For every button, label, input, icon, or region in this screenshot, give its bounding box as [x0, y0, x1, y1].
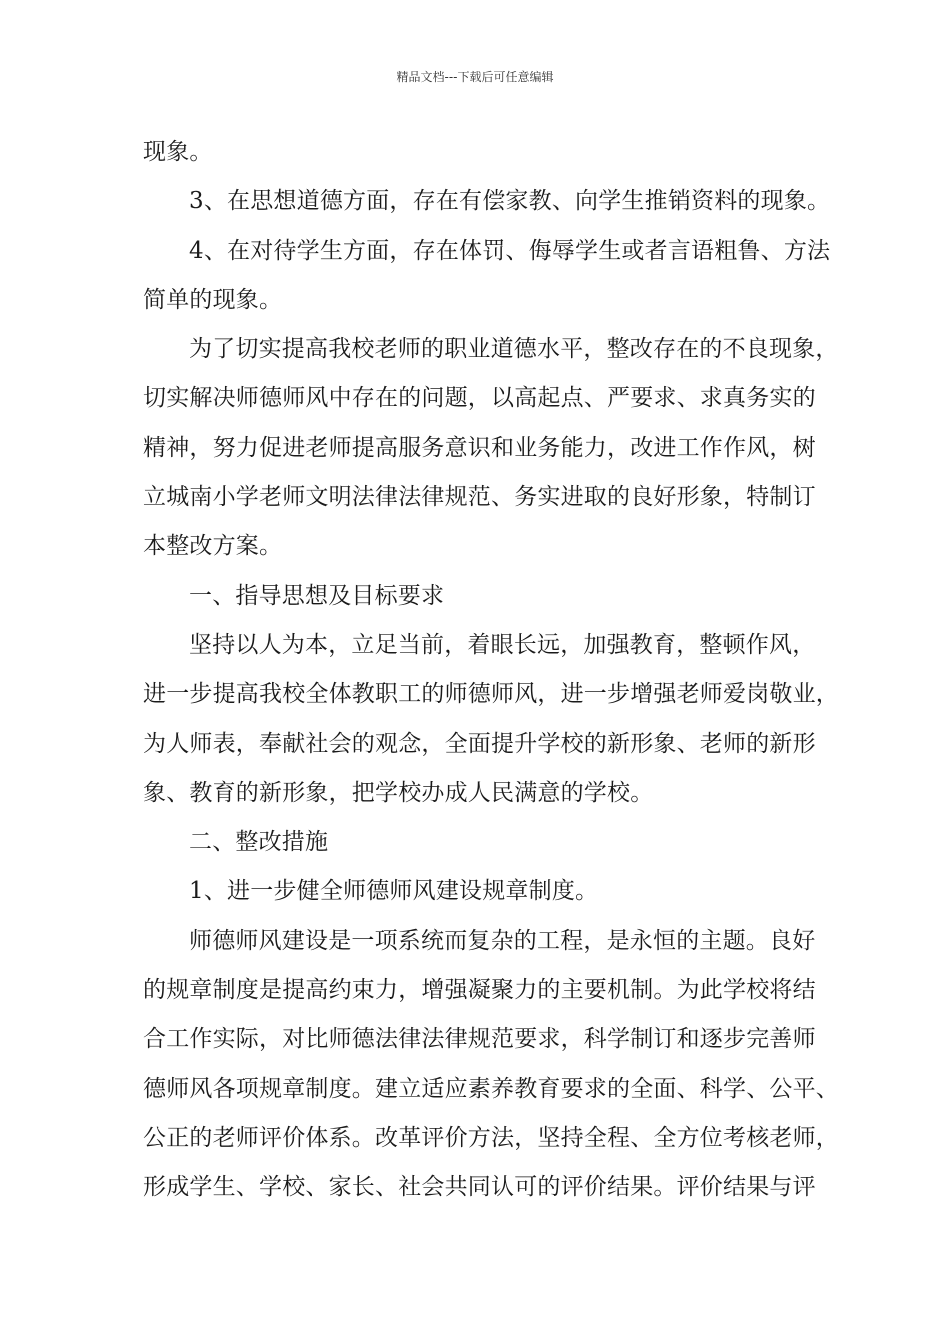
- text-line: 德师风各项规章制度。建立适应素养教育要求的全面、科学、公平、: [143, 1075, 839, 1102]
- text-line: 师德师风建设是一项系统而复杂的工程，是永恒的主题。良好: [189, 927, 816, 954]
- text-line: 的规章制度是提高约束力，增强凝聚力的主要机制。为此学校将结: [143, 977, 816, 1004]
- text-line: 为人师表，奉献社会的观念，全面提升学校的新形象、老师的新形: [143, 730, 816, 757]
- text-line: 象、教育的新形象，把学校办成人民满意的学校。: [143, 779, 654, 806]
- text-line: 立城南小学老师文明法律法律规范、务实进取的良好形象，特制订: [143, 484, 816, 511]
- text-line: 现象。: [143, 139, 213, 165]
- text-line: 为了切实提高我校老师的职业道德水平，整改存在的不良现象，: [189, 336, 839, 363]
- text-line: 合工作实际，对比师德法律法律规范要求，科学制订和逐步完善师: [143, 1026, 816, 1053]
- text-line: 4、在对待学生方面，存在体罚、侮辱学生或者言语粗鲁、方法: [189, 237, 831, 264]
- text-line: 本整改方案。: [143, 533, 283, 560]
- text-line: 精神，努力促进老师提高服务意识和业务能力，改进工作作风，树: [143, 434, 816, 461]
- text-line: 3、在思想道德方面，存在有偿家教、向学生推销资料的现象。: [189, 188, 831, 215]
- text-line: 简单的现象。: [143, 286, 283, 313]
- text-line: 进一步提高我校全体教职工的师德师风，进一步增强老师爱岗敬业，: [143, 681, 839, 708]
- text-line: 坚持以人为本，立足当前，着眼长远，加强教育，整顿作风，: [189, 631, 816, 658]
- page-header: 精品文档---下载后可任意编辑: [396, 70, 554, 84]
- text-line: 形成学生、学校、家长、社会共同认可的评价结果。评价结果与评: [143, 1174, 816, 1201]
- text-line: 公正的老师评价体系。改革评价方法，坚持全程、全方位考核老师，: [143, 1124, 839, 1151]
- document-body: [143, 128, 839, 1213]
- section-heading: 一、指导思想及目标要求: [189, 582, 445, 609]
- text-line: 切实解决师德师风中存在的问题，以高起点、严要求、求真务实的: [143, 385, 816, 412]
- section-heading: 二、整改措施: [189, 829, 329, 856]
- subsection-heading: 1、进一步健全师德师风建设规章制度。: [189, 878, 599, 905]
